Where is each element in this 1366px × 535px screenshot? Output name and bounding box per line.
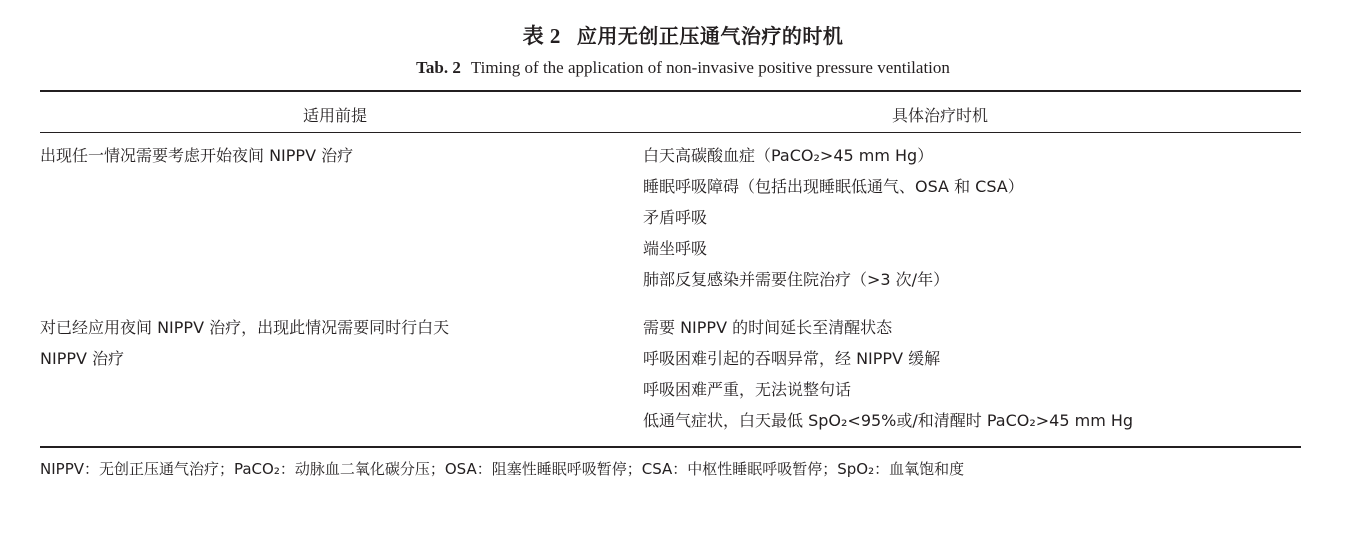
table-bottom-rule [40,446,1301,448]
table-top-rule [40,90,1301,92]
table-header-rule [40,132,1301,133]
table-number: 表 2 [522,24,561,48]
table-title-chinese: 应用无创正压通气治疗的时机 [576,24,844,48]
table-number-english: Tab. 2 [416,58,461,77]
row1-timing-item: 端坐呼吸 [643,239,708,258]
table-caption-chinese [0,20,1366,50]
row2-timing-item: 呼吸困难引起的吞咽异常，经 NIPPV 缓解 [643,349,941,368]
row2-timing-item: 低通气症状，白天最低 SpO₂<95%或/和清醒时 PaCO₂>45 mm Hg [643,411,1134,430]
row2-timing-item: 呼吸困难严重，无法说整句话 [643,380,852,399]
row2-condition-line: NIPPV 治疗 [40,349,125,368]
row1-timing-item: 白天高碳酸血症（PaCO₂>45 mm Hg） [643,146,934,165]
table-title-english: Timing of the application of non-invasive positive pressure ventilation [470,58,950,77]
row1-condition-cell [40,140,353,171]
table-caption-english [0,58,1366,78]
row2-condition-line: 对已经应用夜间 NIPPV 治疗，出现此情况需要同时行白天 [40,318,450,337]
row2-timing-item: 需要 NIPPV 的时间延长至清醒状态 [643,318,893,337]
row2-condition-cell [40,312,449,374]
column-header-timing: 具体治疗时机 [891,106,988,125]
row1-timing-cell [643,140,1024,295]
row1-timing-item: 肺部反复感染并需要住院治疗（>3 次/年） [643,270,950,289]
row1-condition-line: 出现任一情况需要考虑开始夜间 NIPPV 治疗 [40,146,354,165]
row1-timing-item: 睡眠呼吸障碍（包括出现睡眠低通气、OSA 和 CSA） [643,177,1024,196]
row2-timing-cell [643,312,1133,436]
table-footnote: NIPPV：无创正压通气治疗；PaCO₂：动脉血二氧化碳分压；OSA：阻塞性睡眠呼吸暂停；CSA：中枢性睡眠呼吸暂停；SpO₂：血氧饱和度 [40,460,965,478]
row1-timing-item: 矛盾呼吸 [643,208,708,227]
column-header-condition: 适用前提 [302,106,367,125]
